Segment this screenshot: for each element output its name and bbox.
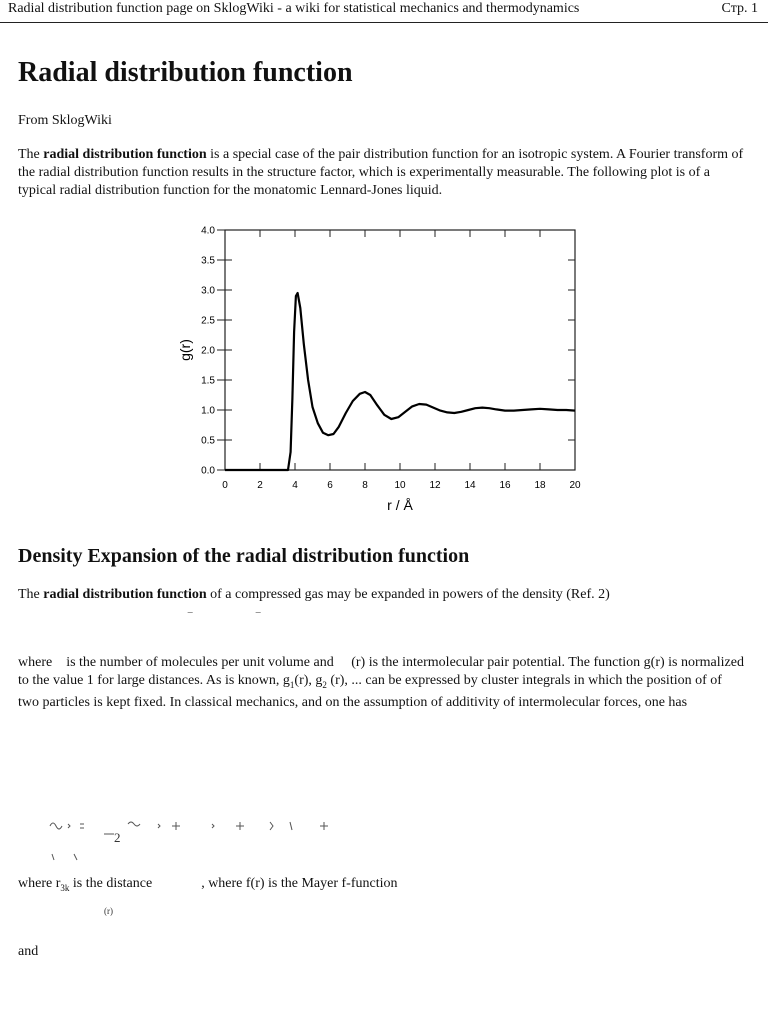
x-tick-label: 10	[394, 480, 406, 491]
where2-b: is the distance	[69, 876, 153, 891]
x-tick-label: 18	[534, 480, 546, 491]
equation-image-fragment	[44, 812, 364, 864]
where2-c: , where f(r) is the Mayer f-function	[201, 876, 398, 891]
x-tick-label: 12	[429, 480, 441, 491]
from-line: From SklogWiki	[18, 113, 112, 128]
density-post: of a compressed gas may be expanded in powers of the density (Ref. 2)	[206, 587, 610, 602]
equation-remnant: ‾	[188, 610, 193, 625]
where2-a: where r	[18, 876, 61, 891]
equation-remnant: ‾	[256, 610, 261, 625]
section-heading: Density Expansion of the radial distribution function	[18, 545, 470, 567]
sub-1: 1	[289, 679, 295, 690]
intro-pre: The	[18, 147, 44, 162]
x-tick-label: 16	[499, 480, 511, 491]
where-e: (r), ... can be expressed by cluster integrals in which the position of of two particles is kept fixed. In classical mechanics, and on the assumption of additivity of intermolecular forces, one has	[18, 673, 722, 710]
intro-bold-term: radial distribution function	[43, 147, 207, 162]
y-tick-label: 3.0	[201, 285, 215, 297]
where-d: (r), g	[294, 673, 323, 688]
y-tick-label: 1.5	[201, 375, 215, 387]
rdf-plot	[170, 218, 590, 518]
y-tick-label: 0.5	[201, 435, 215, 447]
x-tick-label: 2	[257, 480, 263, 491]
y-tick-label: 2.5	[201, 315, 215, 327]
where-c: (r) is the intermolecular pair potential. The function g(r) is normalized to the value 1 for large distances. As is known, g	[18, 655, 744, 688]
x-tick-label: 20	[569, 480, 581, 491]
x-tick-label: 0	[222, 480, 228, 491]
x-tick-label: 6	[327, 480, 333, 491]
x-axis-label: r / Å	[387, 497, 413, 513]
x-tick-label: 4	[292, 480, 298, 491]
print-header	[8, 0, 758, 18]
y-tick-label: 0.0	[201, 465, 215, 477]
rdf-curve	[225, 293, 575, 470]
where-a: where	[18, 655, 53, 670]
density-paragraph	[18, 586, 746, 604]
intro-paragraph	[18, 146, 746, 200]
where-paragraph	[18, 654, 746, 712]
plot-frame	[225, 230, 575, 470]
intro-post: is a special case of the pair distribution function for an isotropic system. A Fourier transform of the radial distribution function results in the structure factor, which is experimentally measurable. The following plot is of a typical radial distribution function for the monatomic Lennard-Jones liquid.	[18, 147, 744, 198]
y-tick-label: 3.5	[201, 255, 215, 267]
sub-3k: 3k	[60, 882, 70, 893]
x-tick-label: 8	[362, 480, 368, 491]
where-b: is the number of molecules per unit volume and	[66, 655, 334, 670]
density-pre: The	[18, 587, 44, 602]
y-axis-ticks	[201, 226, 575, 477]
print-title: Radial distribution function page on SklogWiki - a wiki for statistical mechanics and thermodynamics	[8, 1, 580, 16]
density-bold-term: radial distribution function	[43, 587, 207, 602]
x-tick-label: 14	[464, 480, 476, 491]
svg-text:2: 2	[114, 830, 121, 845]
sub-2: 2	[322, 679, 327, 690]
and-line: and	[18, 944, 39, 959]
y-axis-label: g(r)	[177, 339, 193, 361]
where2-paragraph	[18, 875, 746, 897]
equation-remnant: (r)	[104, 906, 113, 916]
header-rule	[0, 22, 768, 23]
y-tick-label: 2.0	[201, 345, 215, 357]
x-axis-ticks	[222, 230, 581, 491]
page-title: Radial distribution function	[18, 57, 353, 88]
y-tick-label: 4.0	[201, 225, 215, 237]
y-tick-label: 1.0	[201, 405, 215, 417]
page-number: Стр. 1	[721, 1, 758, 16]
